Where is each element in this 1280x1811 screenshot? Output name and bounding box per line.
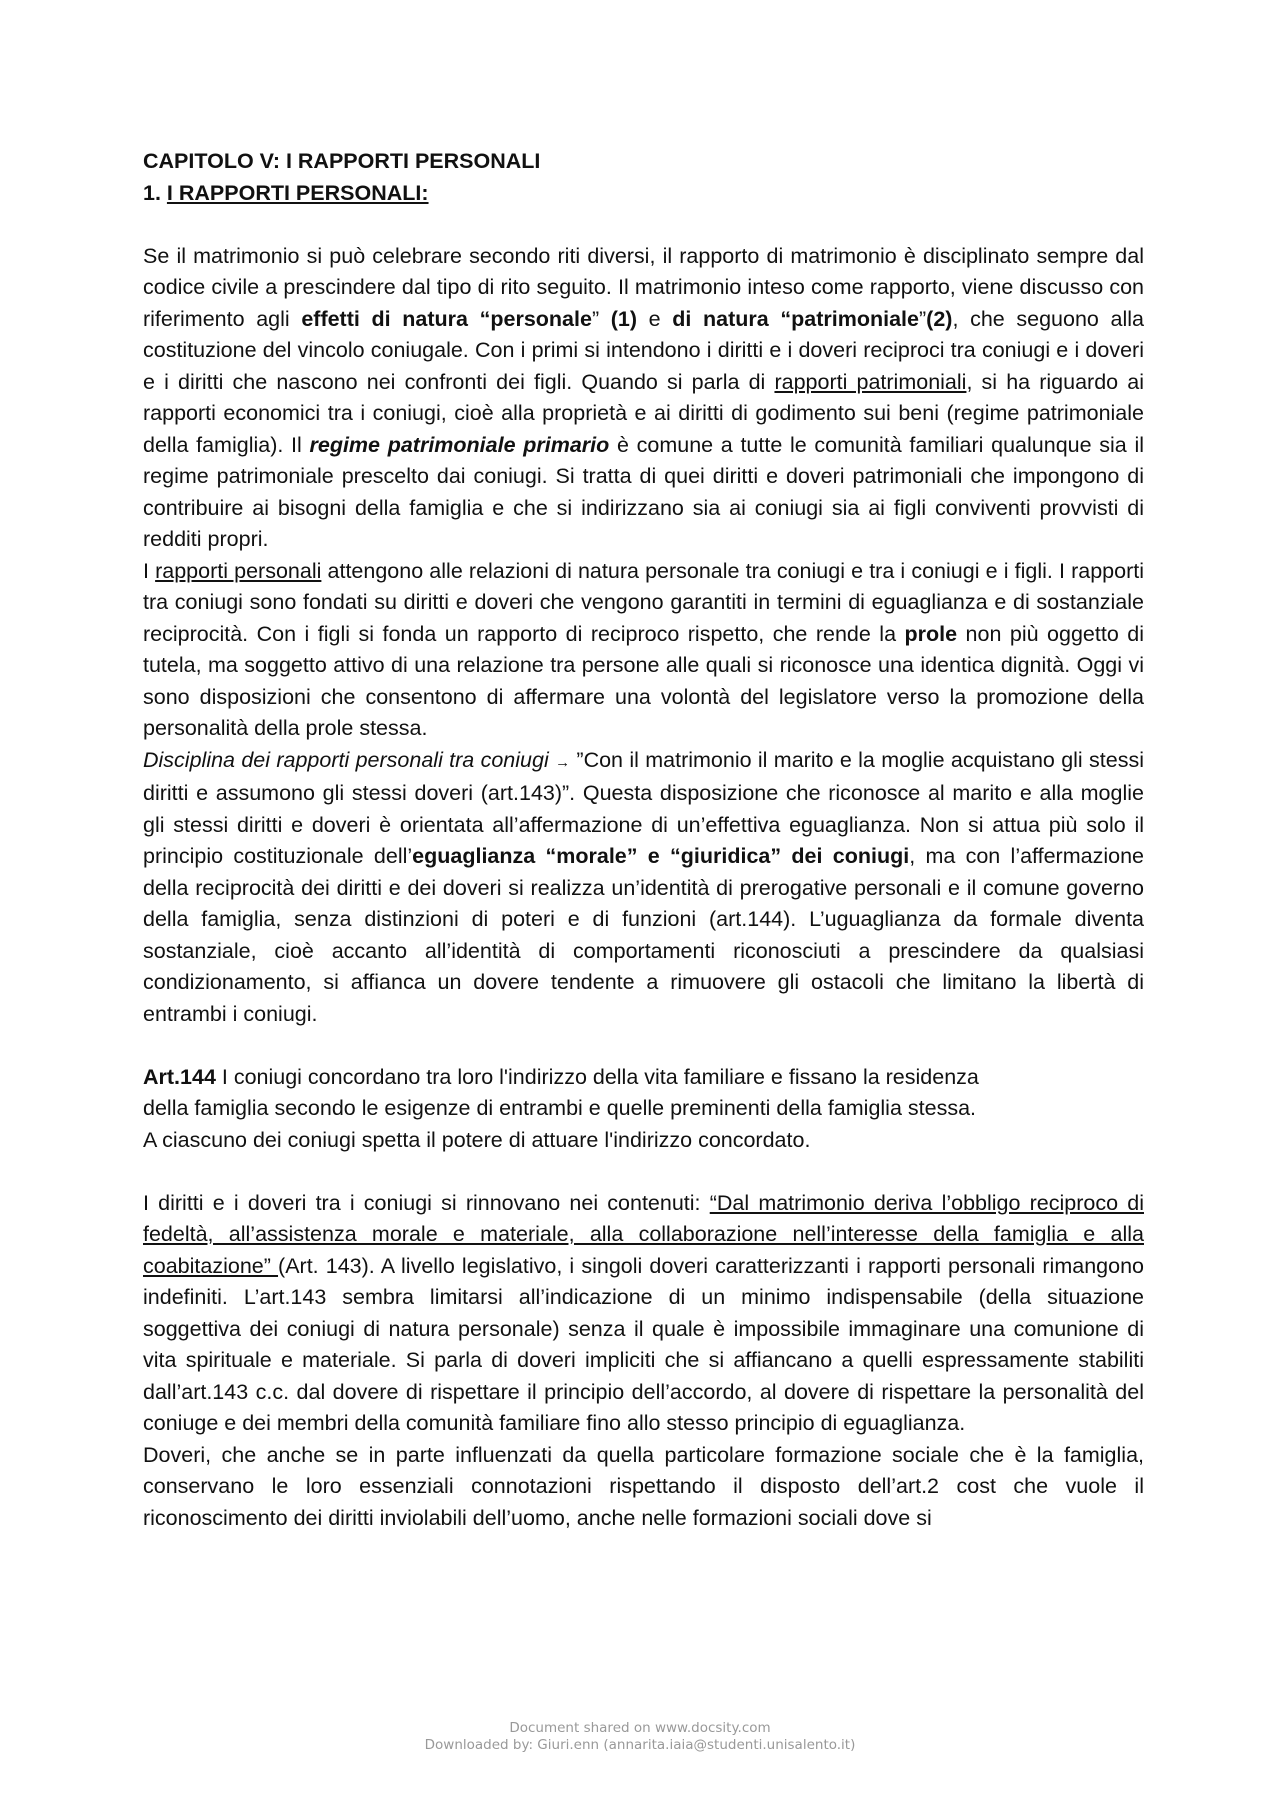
text-span: A ciascuno dei coniugi spetta il potere di attuare l'indirizzo concordato. — [143, 1127, 811, 1152]
footer-shared-line: Document shared on www.docsity.com — [509, 1720, 771, 1736]
text-span: ” — [919, 306, 927, 331]
paragraph-intro — [143, 241, 1144, 556]
text-span: I diritti e i doveri tra i coniugi si rinnovano nei contenuti: — [143, 1190, 710, 1215]
text-span: e — [637, 306, 673, 331]
document-page — [143, 146, 1144, 1534]
text-span: ” — [591, 306, 611, 331]
chapter-title: CAPITOLO V: I RAPPORTI PERSONALI — [143, 149, 541, 173]
bold-text: di natura “patrimoniale — [672, 306, 919, 331]
paragraph-diritti-doveri — [143, 1188, 1144, 1440]
article-144 — [143, 1062, 1144, 1157]
underlined-text: rapporti personali — [155, 558, 322, 583]
paragraph-doveri: Doveri, che anche se in parte influenzati da quella particolare formazione sociale che è la famiglia, conservano le loro essenziali connotazioni rispettando il disposto dell’art.2 cost che vuole il riconoscimento dei diritti inviolabili dell’uomo, anche nelle formazioni sociali dove si — [143, 1442, 1144, 1530]
text-span: , ma con l’affermazione della reciprocità dei diritti e dei doveri si realizza un’identità di prerogative personali e il comune governo della famiglia, senza distinzioni di poteri e di funzioni (art.144). L’uguaglianza da formale diventa sostanziale, cioè accanto all’identità di comportamenti riconosciuti a prescindere da qualsiasi condizionamento, si affianca un dovere tendente a rimuovere gli ostacoli che limitano la libertà di entrambi i coniugi. — [143, 844, 1144, 1026]
underlined-quote: “Dal matrimonio deriva l’obbligo reciproco di fedeltà, all’assistenza morale e materiale, alla collaborazione nell’interesse della famiglia e alla coabitazione” — [143, 1190, 1144, 1278]
footer-download-line: Downloaded by: Giuri.enn (annarita.iaia@studenti.unisalento.it) — [424, 1737, 856, 1753]
section-title: I RAPPORTI PERSONALI: — [166, 180, 429, 205]
blank-line — [143, 1156, 1144, 1188]
text-span: I coniugi concordano tra loro l'indirizzo della vita familiare e fissano la residenza — [215, 1064, 979, 1089]
text-span: Se il matrimonio si può celebrare secondo riti diversi, il rapporto di matrimonio è disciplinato sempre dal codice civile a prescindere dal tipo di rito seguito. Il matrimonio inteso come rapporto, viene discusso con riferimento agli — [143, 243, 1144, 331]
bold-text: (1) — [610, 306, 638, 331]
text-span: attengono alle relazioni di natura personale tra coniugi e tra i coniugi e i figli. I rapporti tra coniugi sono fondati su diritti e doveri che vengono garantiti in termini di eguaglianza e di sostanziale reciprocità. Con i figli si fonda un rapporto di reciproco rispetto, che rende la — [143, 558, 1144, 646]
text-span: (Art. 143). A livello legislativo, i singoli doveri caratterizzanti i rapporti personali rimangono indefiniti. L’art.143 sembra limitarsi all’indicazione di un minimo indispensabile (della situazione soggettiva dei coniugi di natura personale) senza il quale è impossibile immaginare una comunione di vita spirituale e materiale. Si parla di doveri impliciti che si affiancano a quelli espressamente stabiliti dall’art.143 c.c. dal dovere di rispettare il principio dell’accordo, al dovere di rispettare la personalità del coniuge e dei membri della comunità familiare fino allo stesso principio di eguaglianza. — [143, 1253, 1144, 1435]
text-span: , che seguono alla costituzione del vincolo coniugale. Con i primi si intendono i diritti e i doveri reciproci tra coniugi e i doveri e i diritti che nascono nei confronti dei figli. Quando si parla di — [143, 306, 1144, 394]
section-heading — [143, 178, 1144, 210]
bold-text: effetti di natura “personale — [301, 306, 592, 331]
underlined-text: rapporti patrimoniali — [774, 369, 967, 394]
bold-text: (2) — [926, 306, 953, 331]
article-label: Art.144 — [143, 1064, 216, 1089]
bold-text: eguaglianza “morale” e “giuridica” dei coniugi — [412, 844, 910, 868]
blank-line — [143, 1030, 1144, 1062]
section-number: 1. — [143, 180, 161, 205]
blank-line — [143, 209, 1144, 241]
bold-italic-text: regime patrimoniale primario — [309, 432, 610, 457]
bold-text: prole — [904, 621, 958, 646]
text-span: , si ha riguardo ai rapporti economici tra i coniugi, cioè alla proprietà e ai diritti di godimento sui beni (regime patrimoniale della famiglia). Il — [143, 369, 1144, 457]
text-span: è comune a tutte le comunità familiari qualunque sia il regime patrimoniale prescelto dai coniugi. Si tratta di quei diritti e doveri patrimoniali che impongono di contribuire ai bisogni della famiglia e che si indirizzano sia ai coniugi sia ai figli conviventi provvisti di redditi propri. — [143, 432, 1144, 551]
italic-text: Disciplina dei rapporti personali tra coniugi — [143, 747, 549, 772]
text-span: I — [143, 558, 156, 583]
text-span: non più oggetto di tutela, ma soggetto attivo di una relazione tra persone alle quali si riconosce una identica dignità. Oggi vi sono disposizioni che consentono di affermare una volontà del legislatore verso la promozione della personalità della prole stessa. — [143, 621, 1144, 740]
paragraph-rapporti-personali — [143, 556, 1144, 745]
paragraph-disciplina — [143, 745, 1144, 1031]
text-span: ”Con il matrimonio il marito e la moglie acquistano gli stessi diritti e assumono gli stessi doveri (art.143)”. Questa disposizione che riconosce al marito e alla moglie gli stessi diritti e doveri è orientata all’affermazione di un’effettiva eguaglianza. Non si attua più solo il principio costituzionale dell’ — [143, 747, 1144, 868]
text-span: della famiglia secondo le esigenze di entrambi e quelle preminenti della famiglia stessa. — [143, 1096, 976, 1120]
arrow-icon: → — [555, 753, 571, 771]
docsity-footer — [0, 1720, 1280, 1754]
